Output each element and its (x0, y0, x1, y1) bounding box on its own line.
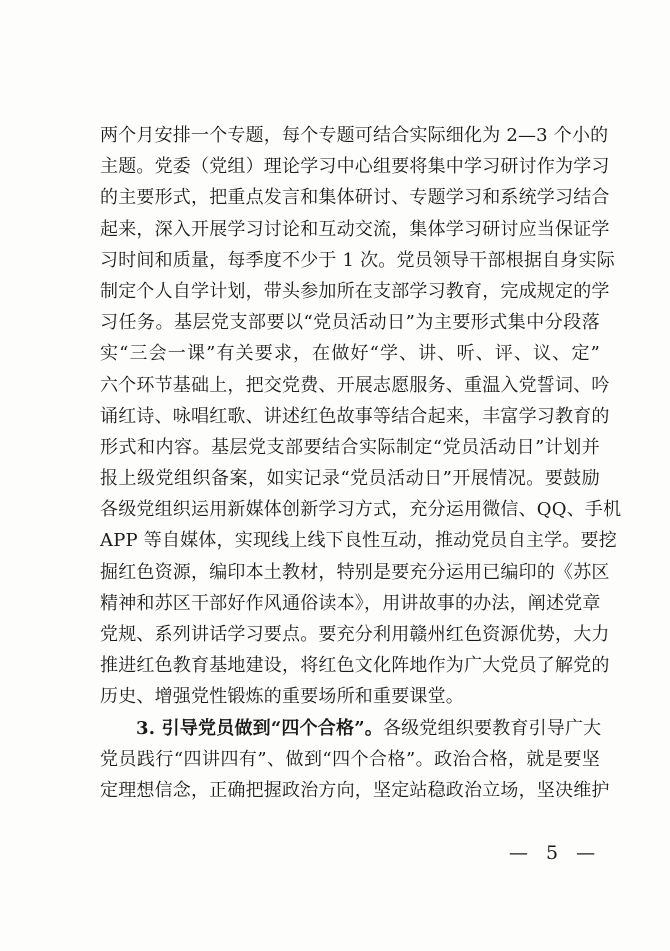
text-line: 的主要形式，把重点发言和集体研讨、专题学习和系统学习结合 (100, 187, 610, 209)
text-line: 习时间和质量，每季度不少于 1 次。党员领导干部根据自身实际 (100, 249, 615, 271)
text-line: 党员践行“四讲四有”、做到“四个合格”。政治合格，就是要坚 (100, 748, 600, 770)
text-line: APP 等自媒体，实现线上线下良性互动，推动党员自主学。要挖 (100, 530, 617, 552)
text-line: 起来，深入开展学习讨论和互动交流，集体学习研讨应当保证学 (100, 218, 610, 240)
text-line: 掘红色资源，编印本土教材，特别是要充分运用已编印的《苏区 (100, 561, 610, 583)
text-line: 精神和苏区干部好作风通俗读本》，用讲故事的办法，阐述党章 (100, 592, 601, 614)
section-3-heading: 3. 引导党员做到“四个合格”。 (136, 717, 383, 739)
paragraph-last-line: 历史、增强党性锻炼的重要场所和重要课堂。 (100, 686, 464, 708)
text-line: 两个月安排一个专题，每个专题可结合实际细化为 2—3 个小的 (100, 125, 609, 146)
text-line: 定理想信念，正确把握政治方向，坚定站稳政治立场，坚决维护 (100, 779, 610, 801)
text-line: 党规、系列讲话学习要点。要充分利用赣州红色资源优势，大力 (100, 624, 610, 645)
text-line: 诵红诗、咏唱红歌、讲述红色故事等结合起来，丰富学习教育的 (100, 405, 610, 427)
text-line: 习任务。基层党支部要以“党员活动日”为主要形式集中分段落 (100, 312, 600, 334)
section-3-first-line-text: 各级党组织要教育引导广大 (382, 717, 602, 739)
text-line: 实“三会一课”有关要求，在做好“学、讲、听、评、议、定” (100, 343, 600, 365)
text-line: 六个环节基础上，把交党费、开展志愿服务、重温入党誓词、吟 (100, 374, 610, 396)
text-line: 制定个人自学计划，带头参加所在支部学习教育，完成规定的学 (100, 280, 610, 302)
text-line: 报上级党组织备案，如实记录“党员活动日”开展情况。要鼓励 (100, 468, 600, 490)
page-number: — 5 — (509, 842, 602, 864)
text-line: 主题。党委（党组）理论学习中心组要将集中学习研讨作为学习 (100, 156, 610, 178)
text-line: 形式和内容。基层党支部要结合实际制定“党员活动日”计划并 (100, 436, 600, 458)
section-3-first-line (100, 713, 600, 744)
body-text (100, 120, 622, 806)
text-line: 各级党组织运用新媒体创新学习方式，充分运用微信、QQ、手机 (100, 499, 622, 521)
text-line: 推进红色教育基地建设，将红色文化阵地作为广大党员了解党的 (100, 655, 610, 677)
